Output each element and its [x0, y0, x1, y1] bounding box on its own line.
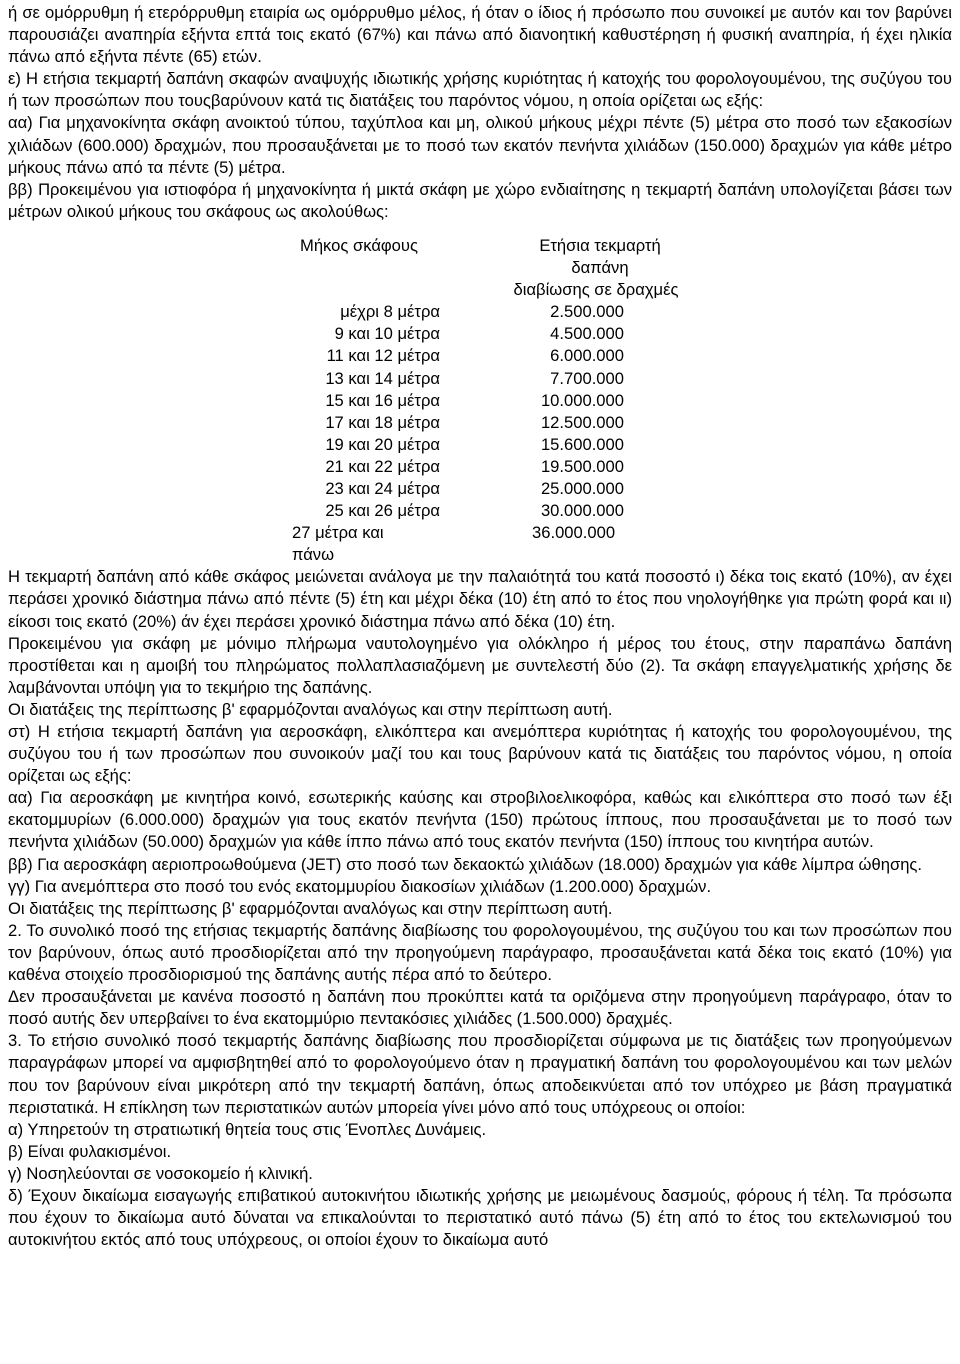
table-row: [8, 500, 952, 522]
table-body: [8, 301, 952, 522]
header-cost-line1: Ετήσια τεκμαρτή: [539, 235, 661, 255]
row-length: 9 και 10 μέτρα: [334, 324, 440, 344]
table-row: [8, 345, 952, 367]
paragraph: δ) Έχουν δικαίωμα εισαγωγής επιβατικού αυτοκινήτου ιδιωτικής χρήσης με μειωμένους δασμούς, φόρους ή τέλη. Τα πρόσωπα που έχουν το δικαίωμα αυτό δύναται να επικαλούνται το περιστατικό αυτό πάνω (5) έτη από το έτος του εκτελωνισμού του αυτοκινήτου εκτός από τους υπόχρεους, οι οποίοι έχουν το δικαίωμα αυτό: [8, 1185, 952, 1250]
table-row: [8, 368, 952, 390]
table-row: [8, 301, 952, 323]
row-length: 25 και 26 μέτρα: [325, 501, 440, 521]
paragraph-intro: ή σε ομόρρυθμη ή ετερόρρυθμη εταιρία ως ομόρρυθμο μέλος, ή όταν ο ίδιος ή πρόσωπο που συνοικεί με αυτόν και τον βαρύνει παρουσιάζει αναπηρία εξήντα επτά τοις εκατό (67%) και πάνω από διανοητική καθυστέρηση ή φυσική αναπηρία, ή έχει ηλικία πάνω από εξήντα πέντε (65) ετών.: [8, 3, 952, 67]
row-cost: 19.500.000: [540, 456, 624, 476]
paragraph: Δεν προσαυξάνεται με κανένα ποσοστό η δαπάνη που προκύπτει κατά τα οριζόμενα στην προηγούμενη παράγραφο, όταν το ποσό αυτής δεν υπερβαίνει το ένα εκατομμύριο πεντακόσιες χιλιάδες (1.500.000) δραχμές.: [8, 987, 952, 1029]
paragraphs-bottom: [8, 566, 952, 1251]
table-header-row-3: [8, 279, 952, 301]
paragraph: ββ) Για αεροσκάφη αεριοπροωθούμενα (JET) στο ποσό των δεκαοκτώ χιλιάδων (18.000) δραχμών για κάθε λίμπρα ώθησης.: [8, 854, 923, 874]
row-cost: 30.000.000: [540, 501, 624, 521]
row-cost: 36.000.000: [532, 523, 616, 543]
table-header-row: [8, 235, 952, 257]
paragraph: Οι διατάξεις της περίπτωσης β' εφαρμόζονται αναλόγως και στην περίπτωση αυτή.: [8, 699, 613, 719]
table-row: [8, 412, 952, 434]
row-length: μέχρι 8 μέτρα: [340, 302, 440, 322]
paragraph: β) Είναι φυλακισμένοι.: [8, 1141, 172, 1161]
table-row-continuation: [8, 544, 952, 566]
row-length: 23 και 24 μέτρα: [325, 478, 440, 498]
table-row: [8, 390, 952, 412]
row-cost: 15.600.000: [540, 434, 624, 454]
table-header-row-2: [8, 257, 952, 279]
row-length: 27 μέτρα και: [292, 523, 384, 543]
row-cost: 2.500.000: [550, 302, 624, 322]
row-length: 15 και 16 μέτρα: [325, 390, 440, 410]
row-cost: 7.700.000: [550, 368, 624, 388]
paragraph: 2. Το συνολικό ποσό της ετήσιας τεκμαρτής δαπάνης διαβίωσης του φορολογουμένου, της συζύγου του και των προσώπων που τον βαρύνουν, όπως αυτό προσδιορίζεται από την προηγούμενη παράγραφο, προσαυξάνεται κατά δέκα τοις εκατό (10%) για καθένα στοιχείο προσδιορισμού της δαπάνης αυτής πέρα από το δεύτερο.: [8, 920, 952, 985]
paragraph: α) Υπηρετούν τη στρατιωτική θητεία τους στις Ένοπλες Δυνάμεις.: [8, 1119, 487, 1139]
paragraph: 3. Το ετήσιο συνολικό ποσό τεκμαρτής δαπάνης διαβίωσης που προσδιορίζεται σύμφωνα με τις διατάξεις των προηγούμενων παραγράφων μπορεί να αμφισβητηθεί από το φορολογούμενο όταν η πραγματική δαπάνη του φορολογουμένου και των μελών που τον βαρύνουν είναι μικρότερη από την τεκμαρτή δαπάνη, όπως αποδεικνύεται από τον υπόχρεο με βάση πραγματικά περιστατικά. Η επίκληση των περιστατικών αυτών μπορεία γίνει μόνο από τους υπόχρεους οι οποίοι:: [8, 1031, 952, 1117]
row-length: 17 και 18 μέτρα: [325, 412, 440, 432]
row-length: 21 και 22 μέτρα: [325, 456, 440, 476]
row-cost: 6.000.000: [550, 346, 624, 366]
header-length: Μήκος σκάφους: [300, 235, 418, 255]
row-length-continuation: πάνω: [292, 545, 335, 565]
paragraph: γ) Νοσηλεύονται σε νοσοκομείο ή κλινική.: [8, 1163, 313, 1183]
row-length: 11 και 12 μέτρα: [326, 346, 440, 366]
row-length: 19 και 20 μέτρα: [325, 434, 440, 454]
table-row: [8, 456, 952, 478]
paragraph: στ) Η ετήσια τεκμαρτή δαπάνη για αεροσκάφη, ελικόπτερα και ανεμόπτερα κυριότητας ή κατοχής του φορολογουμένου, της συζύγου του ή των προσώπων που συνοικούν μαζί του και τους βαρύνουν κατά τις διατάξεις του παρόντος νόμου, η οποία ορίζεται ως εξής:: [8, 722, 952, 786]
table-row: [8, 522, 952, 544]
paragraph: Η τεκμαρτή δαπάνη από κάθε σκάφος μειώνεται ανάλογα με την παλαιότητά του κατά ποσοστό ι) δέκα τοις εκατό (10%), αν έχει περάσει χρονικό διάστημα πάνω από πέντε (5) έτη και μέχρι δέκα (10) έτη από το έτος που νηολογήθηκε για πρώτη φορά και ιι) είκοσι τοις εκατό (20%) άν έχει περάσει χρονικό διάστημα πάνω από δέκα (10) έτη.: [8, 567, 952, 631]
table-row: [8, 323, 952, 345]
header-cost-line2: δαπάνη: [571, 258, 629, 278]
paragraph-bb-sailboats: ββ) Προκειμένου για ιστιοφόρα ή μηχανοκίνητα ή μικτά σκάφη με χώρο ενδιαίτησης η τεκμαρτή δαπάνη υπολογίζεται βάσει των μέτρων ολικού μήκους του σκάφους ως ακολούθως:: [8, 179, 952, 221]
paragraph: Προκειμένου για σκάφη με μόνιμο πλήρωμα ναυτολογημένο για ολόκληρο ή μέρος του έτους, στην παραπάνω δαπάνη προστίθεται και η αμοιβή του πληρώματος πολλαπλασιαζόμενη με συντελεστή δύο (2). Τα σκάφη επαγγελματικής χρήσης δε λαμβάνονται υπόψη για το τεκμήριο της δαπάνης.: [8, 633, 952, 697]
table-row: [8, 478, 952, 500]
paragraph: γγ) Για ανεμόπτερα στο ποσό του ενός εκατομμυρίου διακοσίων χιλιάδων (1.200.000) δραχμών.: [8, 876, 712, 896]
paragraph: Οι διατάξεις της περίπτωσης β' εφαρμόζονται αναλόγως και στην περίπτωση αυτή.: [8, 898, 613, 918]
boat-cost-table: [8, 235, 952, 566]
paragraph-aa-motorboats: αα) Για μηχανοκίνητα σκάφη ανοικτού τύπου, ταχύπλοα και μη, ολικού μήκους μέχρι πέντε (5) μέτρα στο ποσό των εξακοσίων χιλιάδων (600.000) δραχμών, που προσαυξάνεται με το ποσό των εκατόν πενήντα χιλιάδων (150.000) δραχμών για κάθε μέτρο μήκους πάνω από τα πέντε (5) μέτρα.: [8, 113, 952, 177]
paragraph-e-boats: ε) Η ετήσια τεκμαρτή δαπάνη σκαφών αναψυχής ιδιωτικής χρήσης κυριότητας ή κατοχής του φορολογουμένου, της συζύγου του ή των προσώπων που τουςβαρύνουν κατά τις διατάξεις του παρόντος νόμου, η οποία ορίζεται ως εξής:: [8, 69, 952, 111]
row-length: 13 και 14 μέτρα: [325, 368, 440, 388]
table-row: [8, 434, 952, 456]
row-cost: 12.500.000: [540, 412, 624, 432]
row-cost: 10.000.000: [540, 390, 624, 410]
row-cost: 4.500.000: [550, 324, 624, 344]
header-cost-line3: διαβίωσης σε δραχμές: [513, 280, 679, 300]
paragraph: αα) Για αεροσκάφη με κινητήρα κοινό, εσωτερικής καύσης και στροβιλοελικοφόρα, καθώς και ελικόπτερα στο ποσό των έξι εκατομμυρίων (6.000.000) δραχμών για τους εκατόν πενήντα (150) πρώτους ίππους, που προσαυξάνεται με το ποσό των πενήντα χιλιάδων (50.000) δραχμών για κάθε ίππο πάνω από τους εκατόν πενήντα (150) ίππους του κινητήρα αυτών.: [8, 788, 952, 852]
row-cost: 25.000.000: [540, 478, 624, 498]
